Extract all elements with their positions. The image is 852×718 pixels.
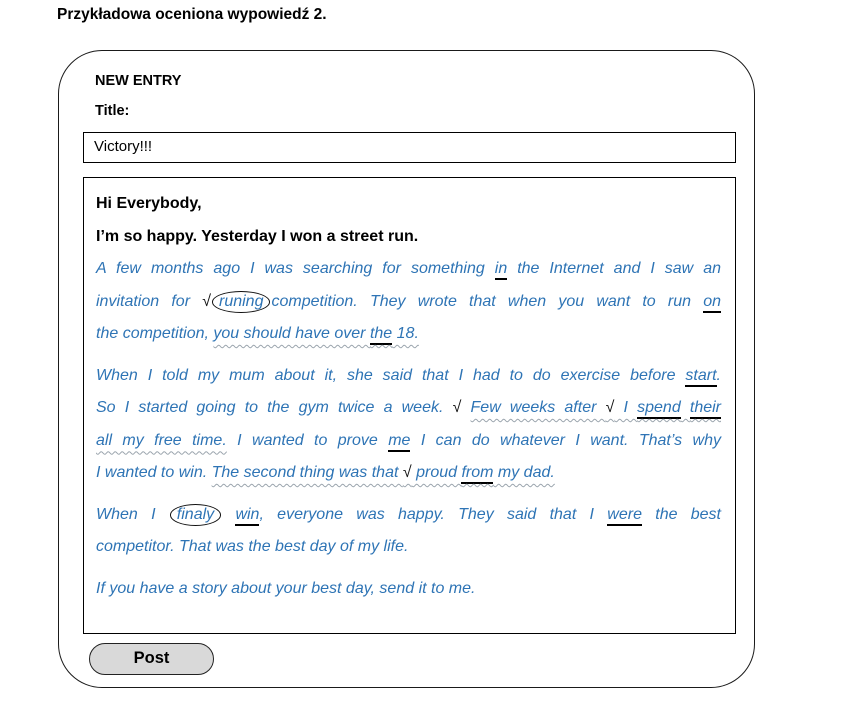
text-segment: A few months ago I was searching for something [96,260,495,277]
text-segment: When I told my mum about it, she said that I had to do exercise before [96,366,686,384]
underlined-word: spend [637,399,681,419]
entry-paragraph [96,253,721,351]
entry-line [96,392,721,425]
entry-line [96,286,721,319]
text-segment: competitor. That was the best day of my life. [96,538,409,555]
underlined-word: on [703,293,721,313]
underlined-word: were [607,506,642,526]
check-mark-icon: √ [452,399,462,416]
text-segment: Hi Everybody, [96,195,202,212]
title-label: Title: [95,103,130,119]
entry-line [96,457,721,490]
post-button[interactable]: Post [89,643,214,675]
page-heading: Przykładowa oceniona wypowiedź 2. [57,6,327,23]
text-segment: I can do whatever I want. That’s why [410,431,721,449]
entry-line [96,499,721,532]
new-entry-header: NEW ENTRY [95,73,182,89]
circled-word: finaly [170,504,221,526]
text-segment: . [716,366,721,384]
underlined-word: the [370,325,392,345]
check-mark-icon: √ [402,464,412,481]
underlined-word: me [388,432,410,452]
text-segment: invitation for [96,292,203,310]
check-mark-icon: √ [202,292,211,310]
check-mark-icon: √ [605,399,615,416]
entry-line [96,188,721,221]
entry-line [96,360,721,393]
text-segment: When I [96,505,169,523]
text-segment [461,399,470,416]
wavy-underlined-text: my dad. [493,464,555,481]
title-input[interactable] [83,132,736,163]
text-segment [222,506,235,523]
text-segment: I wanted to prove [226,431,389,449]
entry-line [96,253,721,286]
text-segment: So I started going to the gym twice a week. [96,399,453,416]
wavy-underlined-text: The second thing was that [211,464,403,481]
underlined-word: start [685,367,716,387]
text-segment: If you have a story about your best day, send it to me. [96,579,476,597]
entry-line [96,425,721,458]
wavy-underlined-text: proud [411,464,462,481]
entry-body-field[interactable] [83,177,736,634]
wavy-underlined-text: you should have over [213,325,370,342]
entry-paragraph [96,499,721,564]
wavy-underlined-text: 18. [392,325,419,342]
entry-line [96,531,721,564]
wavy-underlined-text [681,399,690,416]
entry-paragraph [96,573,721,606]
entry-paragraph [96,360,721,490]
text-segment: the Internet and I saw an [507,260,722,277]
circled-word: runing [212,291,270,313]
underlined-word: win [235,506,259,526]
blog-entry-card [58,50,755,688]
underlined-word: from [461,464,493,484]
entry-line [96,221,721,254]
wavy-underlined-text: Few weeks after [470,399,606,416]
text-segment: , everyone was happy. They said that I [259,505,608,523]
underlined-word: their [690,399,721,419]
entry-line [96,573,721,606]
wavy-underlined-text: all my free time. [96,431,227,449]
text-segment: I wanted to win. [96,464,212,481]
text-segment: I’m so happy. Yesterday I won a street run. [96,227,419,245]
underlined-word: in [495,260,507,280]
text-segment: competition. They wrote that when you want to run [271,292,704,310]
wavy-underlined-text: I [614,399,638,416]
text-segment: the best [641,505,722,523]
text-segment: the competition, [96,325,214,342]
entry-paragraph [96,188,721,253]
entry-line [96,318,721,351]
